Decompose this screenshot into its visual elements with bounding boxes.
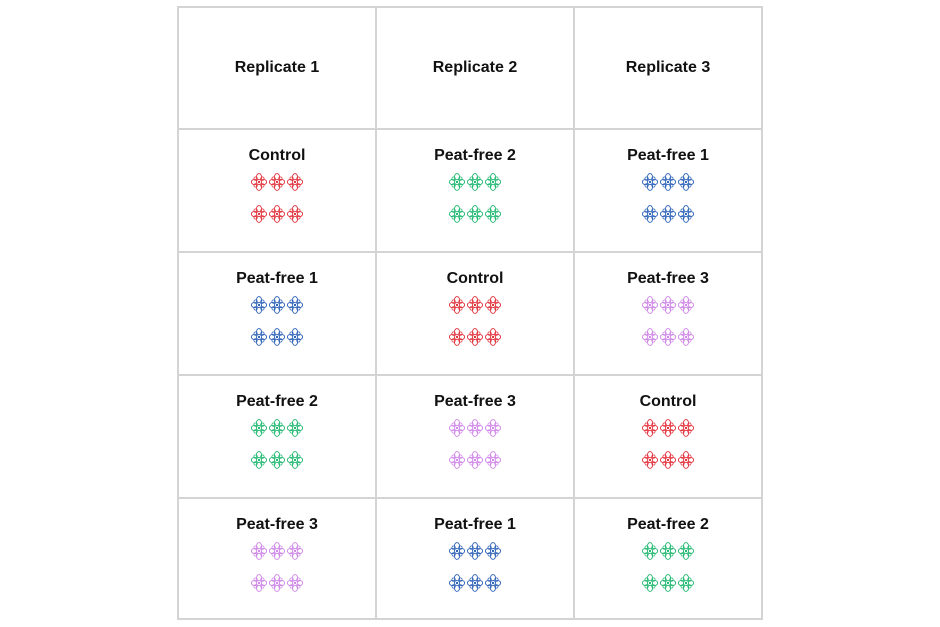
plant-row: [449, 574, 501, 592]
flower-icon: [642, 205, 658, 223]
plant-row: [449, 451, 501, 469]
flower-icon: [660, 451, 676, 469]
flower-icon: [287, 205, 303, 223]
experiment-layout-grid: [177, 6, 763, 620]
plot-cell: [377, 376, 575, 499]
flower-icon: [269, 542, 285, 560]
treatment-label: Peat-free 2: [434, 147, 516, 164]
flower-icon: [467, 419, 483, 437]
plant-row: [642, 574, 694, 592]
flower-icon: [251, 419, 267, 437]
plot-cell: [575, 499, 761, 619]
plot-cell: [179, 376, 377, 499]
flower-icon: [678, 205, 694, 223]
flower-icon: [660, 542, 676, 560]
header-cell-replicate-2: [377, 8, 575, 130]
plant-row: [642, 173, 694, 191]
plot-cell: [179, 130, 377, 253]
plant-row: [449, 328, 501, 346]
plant-row: [449, 296, 501, 314]
flower-icon: [251, 542, 267, 560]
plot-cell: [575, 253, 761, 376]
column-header: Replicate 2: [432, 59, 518, 76]
flower-icon: [251, 296, 267, 314]
plant-row: [449, 419, 501, 437]
plant-row: [642, 328, 694, 346]
flower-icon: [287, 451, 303, 469]
treatment-label: Peat-free 3: [236, 516, 318, 533]
treatment-label: Control: [446, 270, 504, 287]
flower-icon: [678, 173, 694, 191]
flower-icon: [485, 542, 501, 560]
flower-icon: [251, 574, 267, 592]
treatment-label: Peat-free 3: [434, 393, 516, 410]
plant-row: [642, 542, 694, 560]
plant-row: [251, 542, 303, 560]
flower-icon: [449, 542, 465, 560]
flower-icon: [678, 328, 694, 346]
flower-icon: [287, 328, 303, 346]
flower-icon: [251, 328, 267, 346]
plant-row: [251, 205, 303, 223]
flower-icon: [660, 205, 676, 223]
plot-cell: [377, 499, 575, 619]
flower-icon: [660, 574, 676, 592]
flower-icon: [251, 173, 267, 191]
plant-row: [449, 542, 501, 560]
column-header: Replicate 1: [234, 59, 320, 76]
plot-cell: [575, 130, 761, 253]
flower-icon: [678, 451, 694, 469]
flower-icon: [660, 296, 676, 314]
flower-icon: [269, 574, 285, 592]
flower-icon: [642, 296, 658, 314]
flower-icon: [449, 574, 465, 592]
flower-icon: [678, 296, 694, 314]
flower-icon: [449, 451, 465, 469]
flower-icon: [287, 296, 303, 314]
flower-icon: [467, 451, 483, 469]
flower-icon: [660, 173, 676, 191]
flower-icon: [660, 328, 676, 346]
flower-icon: [642, 451, 658, 469]
flower-icon: [485, 173, 501, 191]
flower-icon: [269, 419, 285, 437]
flower-icon: [251, 451, 267, 469]
flower-icon: [269, 451, 285, 469]
flower-icon: [449, 419, 465, 437]
treatment-label: Control: [639, 393, 697, 410]
plot-cell: [377, 253, 575, 376]
plot-cell: [179, 253, 377, 376]
flower-icon: [642, 328, 658, 346]
flower-icon: [269, 205, 285, 223]
plant-row: [642, 419, 694, 437]
flower-icon: [642, 574, 658, 592]
flower-icon: [467, 296, 483, 314]
flower-icon: [467, 173, 483, 191]
flower-icon: [642, 542, 658, 560]
flower-icon: [467, 205, 483, 223]
flower-icon: [485, 574, 501, 592]
header-cell-replicate-3: [575, 8, 761, 130]
flower-icon: [251, 205, 267, 223]
flower-icon: [678, 574, 694, 592]
flower-icon: [485, 451, 501, 469]
flower-icon: [660, 419, 676, 437]
plot-cell: [575, 376, 761, 499]
plant-row: [251, 419, 303, 437]
flower-icon: [269, 296, 285, 314]
flower-icon: [449, 328, 465, 346]
plant-row: [642, 451, 694, 469]
plant-row: [642, 205, 694, 223]
plant-row: [251, 296, 303, 314]
flower-icon: [449, 205, 465, 223]
flower-icon: [678, 542, 694, 560]
flower-icon: [449, 296, 465, 314]
header-cell-replicate-1: [179, 8, 377, 130]
plant-row: [251, 173, 303, 191]
plot-cell: [179, 499, 377, 619]
treatment-label: Control: [248, 147, 306, 164]
treatment-label: Peat-free 3: [627, 270, 709, 287]
flower-icon: [287, 173, 303, 191]
flower-icon: [642, 173, 658, 191]
flower-icon: [642, 419, 658, 437]
flower-icon: [485, 296, 501, 314]
plant-row: [642, 296, 694, 314]
plant-row: [251, 574, 303, 592]
column-header: Replicate 3: [625, 59, 711, 76]
plot-cell: [377, 130, 575, 253]
flower-icon: [467, 542, 483, 560]
flower-icon: [678, 419, 694, 437]
flower-icon: [485, 205, 501, 223]
plant-row: [251, 451, 303, 469]
flower-icon: [467, 328, 483, 346]
flower-icon: [269, 173, 285, 191]
treatment-label: Peat-free 2: [236, 393, 318, 410]
flower-icon: [287, 542, 303, 560]
flower-icon: [449, 173, 465, 191]
flower-icon: [485, 328, 501, 346]
treatment-label: Peat-free 1: [236, 270, 318, 287]
flower-icon: [269, 328, 285, 346]
plant-row: [449, 173, 501, 191]
flower-icon: [287, 574, 303, 592]
plant-row: [449, 205, 501, 223]
flower-icon: [467, 574, 483, 592]
treatment-label: Peat-free 2: [627, 516, 709, 533]
flower-icon: [485, 419, 501, 437]
treatment-label: Peat-free 1: [434, 516, 516, 533]
treatment-label: Peat-free 1: [627, 147, 709, 164]
plant-row: [251, 328, 303, 346]
flower-icon: [287, 419, 303, 437]
